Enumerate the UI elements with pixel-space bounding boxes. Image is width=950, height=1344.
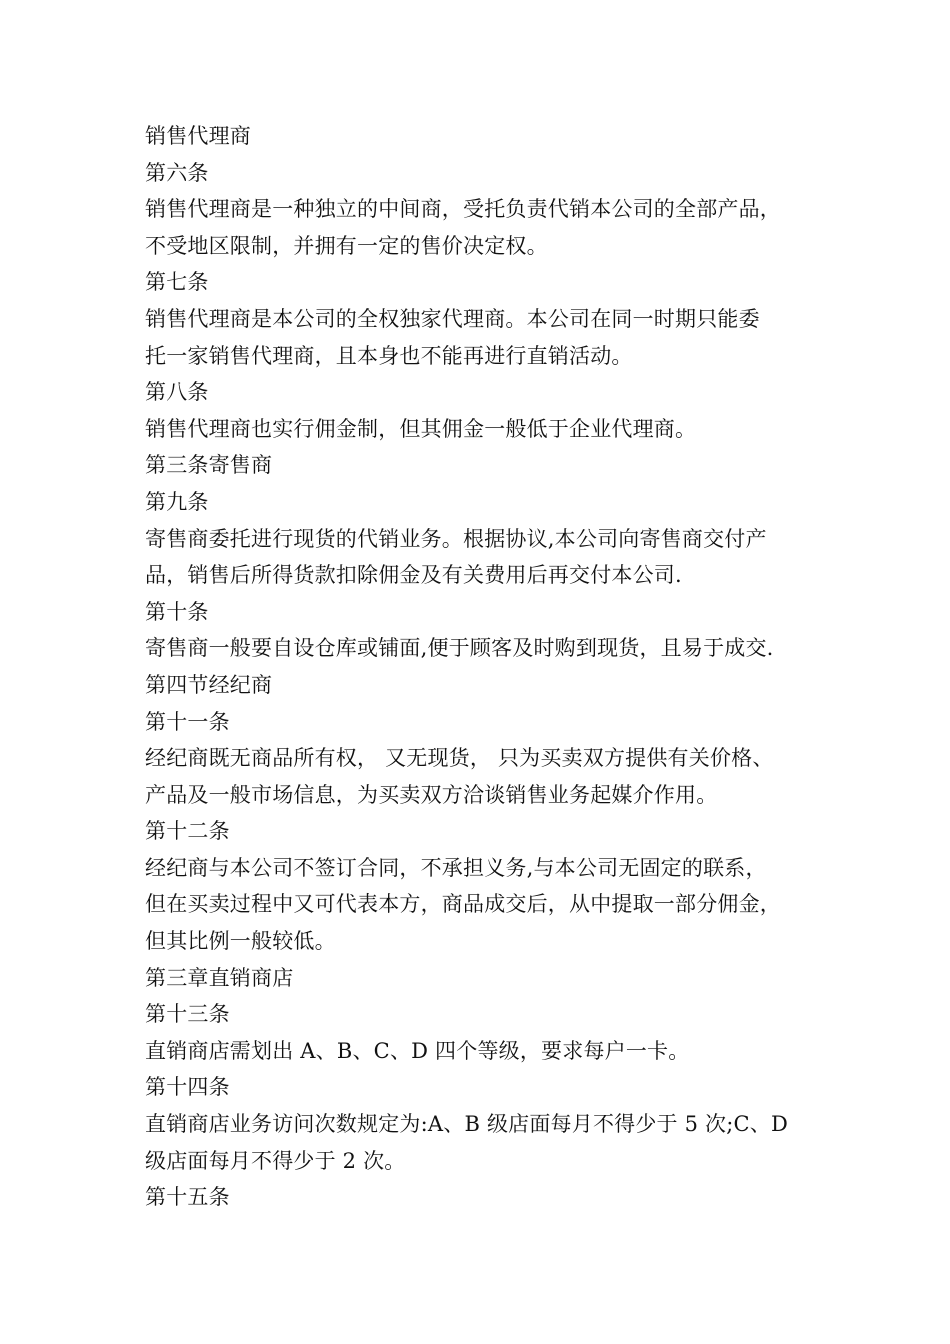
article-number: 第七条: [145, 270, 209, 295]
paragraph-line: 经纪商既无商品所有权， 又无现货， 只为买卖双方提供有关价格、: [145, 746, 774, 771]
document-page: [145, 118, 815, 1216]
section-heading: 第三条寄售商: [145, 453, 273, 478]
paragraph-line: 经纪商与本公司不签订合同，不承担义务,与本公司无固定的联系，: [145, 855, 767, 880]
paragraph-line: 销售代理商是本公司的全权独家代理商。本公司在同一时期只能委: [145, 306, 760, 331]
paragraph-line: 销售代理商也实行佣金制，但其佣金一般低于企业代理商。: [145, 416, 697, 441]
section-heading: 第四节经纪商: [145, 672, 273, 697]
paragraph-line: 直销商店需划出 A、B、C、D 四个等级，要求每户一卡。: [145, 1038, 690, 1063]
paragraph-line: 寄售商委托进行现货的代销业务。根据协议,本公司向寄售商交付产: [145, 526, 767, 551]
paragraph-line: 产品及一般市场信息，为买卖双方洽谈销售业务起媒介作用。: [145, 782, 718, 807]
paragraph-line: 直销商店业务访问次数规定为:A、B 级店面每月不得少于 5 次;C、D: [145, 1112, 789, 1137]
paragraph-line: 品，销售后所得货款扣除佣金及有关费用后再交付本公司.: [145, 563, 682, 588]
paragraph-line: 但在买卖过程中又可代表本方，商品成交后，从中提取一部分佣金，: [145, 892, 781, 917]
article-number: 第九条: [145, 489, 209, 514]
paragraph-line: 寄售商一般要自设仓库或铺面,便于顾客及时购到现货，且易于成交.: [145, 636, 774, 661]
paragraph-line: 销售代理商是一种独立的中间商，受托负责代销本公司的全部产品，: [145, 197, 781, 222]
article-number: 第十三条: [145, 1002, 230, 1027]
article-number: 第六条: [145, 160, 209, 185]
article-number: 第八条: [145, 380, 209, 405]
article-number: 第十五条: [145, 1185, 230, 1210]
paragraph-line: 托一家销售代理商，且本身也不能再进行直销活动。: [145, 343, 633, 368]
article-number: 第十一条: [145, 709, 230, 734]
article-number: 第十二条: [145, 819, 230, 844]
paragraph-line: 级店面每月不得少于 2 次。: [145, 1148, 406, 1173]
paragraph-line: 但其比例一般较低。: [145, 929, 336, 954]
paragraph-line: 不受地区限制，并拥有一定的售价决定权。: [145, 233, 548, 258]
chapter-heading: 第三章直销商店: [145, 965, 294, 990]
article-number: 第十四条: [145, 1075, 230, 1100]
article-number: 第十条: [145, 599, 209, 624]
section-heading: 销售代理商: [145, 124, 251, 148]
